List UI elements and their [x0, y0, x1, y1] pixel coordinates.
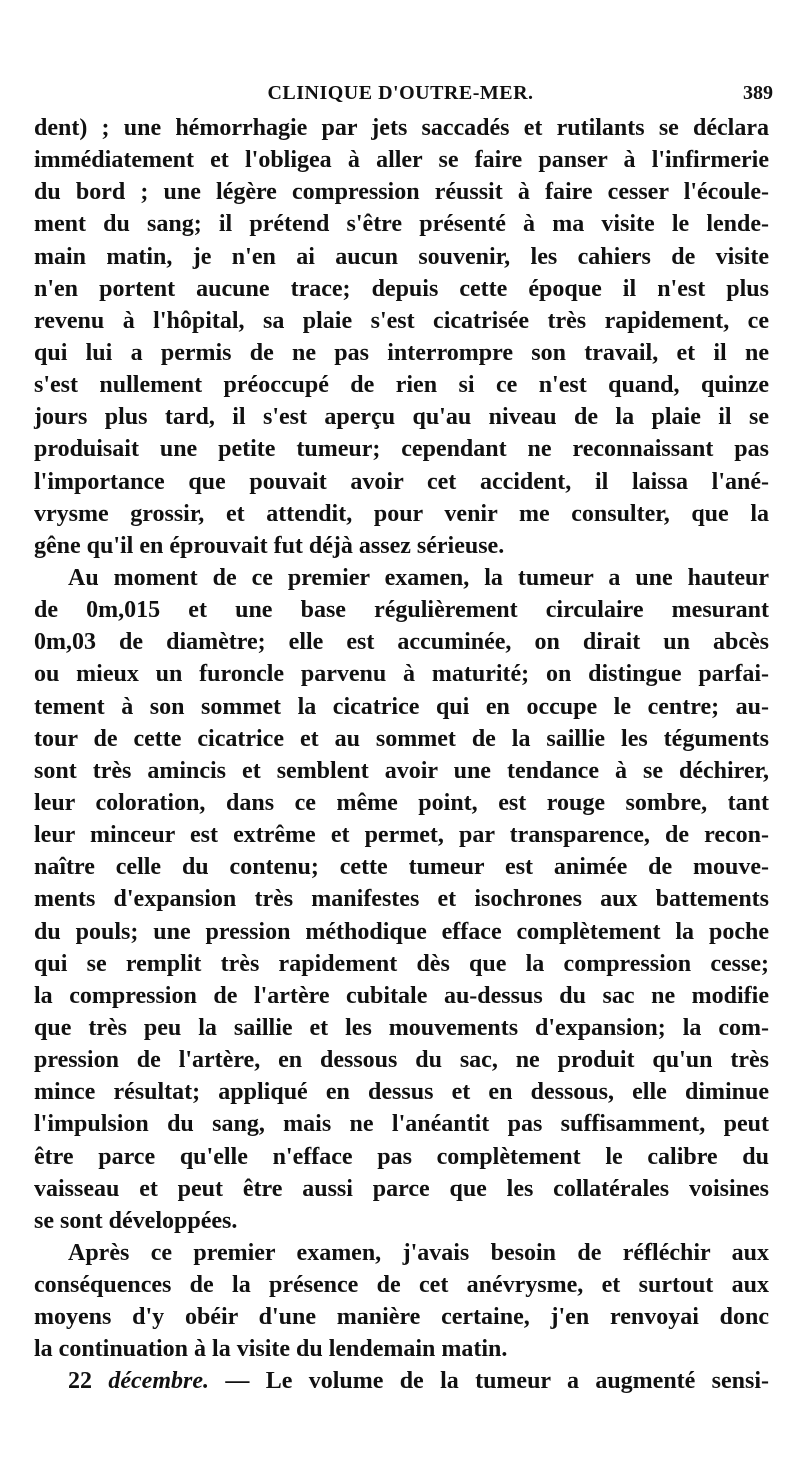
entry-day: 22 — [68, 1368, 92, 1395]
text-line: du bord ; une légère compression réussit à faire cesser l'écoule- — [34, 179, 769, 206]
running-head — [28, 82, 773, 114]
text-line: 0m,03 de diamètre; elle est accuminée, on dirait un abcès — [34, 629, 769, 656]
text-line: se sont développées. — [34, 1207, 238, 1234]
text-line: immédiatement et l'obligea à aller se faire panser à l'infirmerie — [34, 147, 769, 174]
text-line: jours plus tard, il s'est aperçu qu'au niveau de la plaie il se — [34, 404, 769, 431]
text-line: leur minceur est extrême et permet, par transparence, de recon- — [34, 822, 769, 849]
body-text — [34, 112, 769, 1398]
page-number: 389 — [743, 82, 773, 104]
running-title: CLINIQUE D'OUTRE-MER. — [267, 82, 534, 104]
text-line: l'importance que pouvait avoir cet accident, il laissa l'ané- — [34, 468, 769, 495]
text-line: revenu à l'hôpital, sa plaie s'est cicatrisée très rapidement, ce — [34, 307, 769, 334]
text-line: que très peu la saillie et les mouvements d'expansion; la com- — [34, 1014, 769, 1041]
text-line: Au moment de ce premier examen, la tumeur a une hauteur — [68, 564, 769, 591]
text-line: Après ce premier examen, j'avais besoin de réfléchir aux — [68, 1239, 769, 1266]
text-line: qui lui a permis de ne pas interrompre son travail, et il ne — [34, 339, 769, 366]
text-line: la continuation à la visite du lendemain matin. — [34, 1336, 508, 1363]
text-line: naître celle du contenu; cette tumeur est animée de mouve- — [34, 854, 769, 881]
text-line: de 0m,015 et une base régulièrement circulaire mesurant — [34, 597, 769, 624]
text-line: conséquences de la présence de cet anévrysme, et surtout aux — [34, 1272, 769, 1299]
entry-text: — Le volume de la tumeur a augmenté sensi- — [225, 1368, 770, 1395]
text-line: produisait une petite tumeur; cependant ne reconnaissant pas — [34, 436, 769, 463]
text-line: moyens d'y obéir d'une manière certaine, j'en renvoyai donc — [34, 1304, 769, 1331]
text-line-date-entry — [34, 1365, 769, 1397]
text-line: tement à son sommet la cicatrice qui en occupe le centre; au- — [34, 693, 769, 720]
text-line: du pouls; une pression méthodique efface complètement la poche — [34, 918, 769, 945]
text-line: main matin, je n'en ai aucun souvenir, les cahiers de visite — [34, 243, 769, 270]
text-line: gêne qu'il en éprouvait fut déjà assez sérieuse. — [34, 532, 505, 559]
text-line: sont très amincis et semblent avoir une tendance à se déchirer, — [34, 757, 769, 784]
text-line: ments d'expansion très manifestes et isochrones aux battements — [34, 886, 769, 913]
text-line: vrysme grossir, et attendit, pour venir me consulter, que la — [34, 500, 769, 527]
text-line: l'impulsion du sang, mais ne l'anéantit pas suffisamment, peut — [34, 1111, 769, 1138]
text-line: ment du sang; il prétend s'être présenté à ma visite le lende- — [34, 211, 769, 238]
text-line: vaisseau et peut être aussi parce que les collatérales voisines — [34, 1175, 769, 1202]
text-line: mince résultat; appliqué en dessus et en dessous, elle diminue — [34, 1079, 769, 1106]
text-line: tour de cette cicatrice et au sommet de la saillie les téguments — [34, 725, 769, 752]
text-line: ou mieux un furoncle parvenu à maturité; on distingue parfai- — [34, 661, 769, 688]
entry-month: décembre. — [108, 1368, 209, 1395]
text-line: leur coloration, dans ce même point, est rouge sombre, tant — [34, 789, 769, 816]
text-line: s'est nullement préoccupé de rien si ce n'est quand, quinze — [34, 372, 769, 399]
text-line: la compression de l'artère cubitale au-dessus du sac ne modifie — [34, 982, 769, 1009]
text-line: dent) ; une hémorrhagie par jets saccadés et rutilants se déclara — [34, 115, 769, 141]
text-line: pression de l'artère, en dessous du sac, ne produit qu'un très — [34, 1047, 769, 1074]
text-line: être parce qu'elle n'efface pas complètement le calibre du — [34, 1143, 769, 1170]
text-line: qui se remplit très rapidement dès que la compression cesse; — [34, 950, 769, 977]
text-line: n'en portent aucune trace; depuis cette époque il n'est plus — [34, 275, 769, 302]
